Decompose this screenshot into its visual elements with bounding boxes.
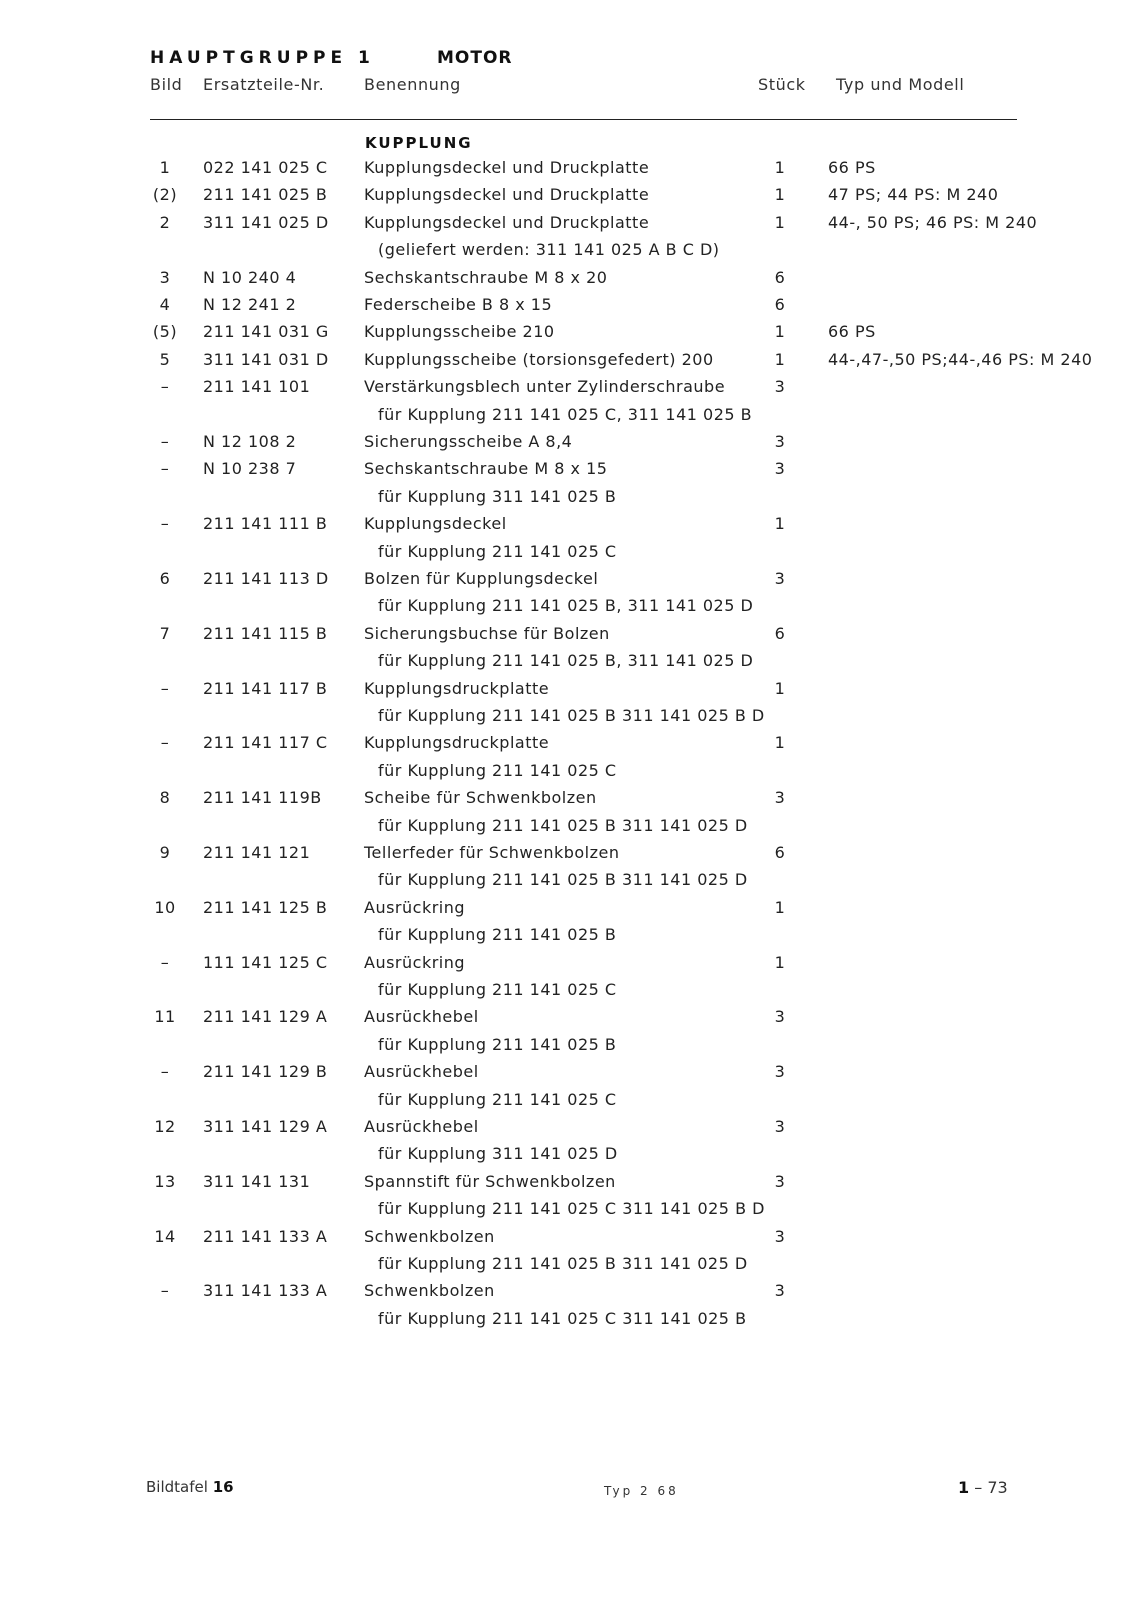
row-quantity: 1: [774, 158, 786, 177]
row-type-model: 44-,47-,50 PS;44-,46 PS: M 240: [828, 349, 1093, 369]
row-application-note: für Kupplung 211 141 025 C: [378, 1089, 617, 1109]
row-quantity: 3: [774, 377, 786, 397]
column-header-quantity: Stück: [758, 75, 806, 94]
page-group: 1: [958, 1478, 970, 1497]
row-quantity: 1: [774, 322, 786, 342]
table-row: [0, 843, 1137, 869]
row-figure-number: 8: [159, 788, 171, 808]
table-row: [0, 322, 1137, 348]
row-figure-number: –: [160, 952, 170, 972]
row-quantity: 3: [774, 1007, 786, 1027]
row-figure-number: –: [160, 377, 170, 397]
row-application-note: für Kupplung 211 141 025 B 311 141 025 B D: [378, 706, 765, 725]
row-part-number: N 12 108 2: [203, 432, 297, 451]
row-part-number: 211 141 129 B: [203, 1062, 328, 1082]
row-application-note: für Kupplung 211 141 025 C: [378, 980, 617, 999]
table-row: [0, 1281, 1137, 1307]
row-part-number: 211 141 031 G: [203, 322, 329, 342]
row-quantity: 3: [774, 1062, 786, 1082]
row-quantity: 3: [774, 1171, 786, 1191]
row-quantity: 3: [774, 1281, 786, 1301]
table-row: [0, 213, 1137, 239]
group-title: MOTOR: [437, 48, 513, 68]
table-row: [0, 158, 1137, 184]
table-row: [0, 1117, 1137, 1143]
row-application-note: für Kupplung 211 141 025 B 311 141 025 D: [378, 815, 748, 835]
table-row: [0, 1172, 1137, 1198]
row-quantity: 3: [774, 459, 786, 479]
row-description: Sechskantschraube M 8 x 20: [364, 267, 608, 287]
row-quantity: 1: [774, 733, 786, 753]
row-figure-number: –: [160, 678, 170, 698]
row-part-number: N 10 238 7: [203, 459, 297, 479]
section-heading: KUPPLUNG: [365, 134, 473, 152]
row-part-number: N 10 240 4: [203, 267, 297, 287]
row-figure-number: 10: [154, 897, 176, 917]
table-row: [0, 350, 1137, 376]
row-quantity: 6: [774, 267, 786, 287]
row-description: Scheibe für Schwenkbolzen: [364, 788, 597, 808]
row-figure-number: 1: [159, 158, 171, 177]
row-figure-number: 13: [154, 1171, 176, 1191]
row-application-note: für Kupplung 211 141 025 B, 311 141 025 D: [378, 596, 754, 616]
footer-type: Typ 2 68: [604, 1484, 679, 1498]
row-part-number: 211 141 121: [203, 843, 311, 862]
row-application-note: (geliefert werden: 311 141 025 A B C D): [378, 240, 720, 260]
row-description: Kupplungsdeckel: [364, 514, 507, 534]
row-part-number: 211 141 101: [203, 377, 311, 397]
row-application-note: für Kupplung 211 141 025 C 311 141 025 B: [378, 1308, 747, 1328]
row-quantity: 1: [774, 952, 786, 972]
row-part-number: 211 141 117 B: [203, 678, 328, 698]
column-header-description: Benennung: [364, 75, 461, 94]
row-part-number: 211 141 125 B: [203, 897, 328, 917]
row-description: Schwenkbolzen: [364, 1281, 495, 1301]
table-row: [0, 788, 1137, 814]
row-part-number: 311 141 129 A: [203, 1117, 328, 1136]
row-description: Ausrückring: [364, 897, 466, 917]
row-quantity: 3: [774, 788, 786, 808]
row-application-note: für Kupplung 211 141 025 C: [378, 541, 617, 561]
row-part-number: 211 141 111 B: [203, 514, 328, 534]
row-part-number: 211 141 129 A: [203, 1007, 328, 1027]
table-row: [0, 953, 1137, 979]
row-application-note: für Kupplung 211 141 025 B 311 141 025 D: [378, 1254, 748, 1273]
row-figure-number: –: [160, 459, 170, 479]
row-application-note: für Kupplung 311 141 025 B: [378, 486, 617, 506]
row-application-note: für Kupplung 211 141 025 C: [378, 760, 617, 780]
group-heading: [150, 48, 513, 68]
row-quantity: 6: [774, 295, 786, 314]
table-row: [0, 459, 1137, 485]
row-figure-number: –: [160, 514, 170, 534]
row-figure-number: –: [160, 432, 170, 451]
row-part-number: 022 141 025 C: [203, 158, 328, 177]
row-part-number: 211 141 025 B: [203, 185, 328, 205]
row-figure-number: –: [160, 1062, 170, 1082]
row-figure-number: 2: [159, 212, 171, 232]
row-description: Kupplungsdruckplatte: [364, 678, 550, 698]
row-application-note: für Kupplung 211 141 025 B: [378, 925, 617, 945]
table-row: [0, 569, 1137, 595]
table-row: [0, 514, 1137, 540]
group-number: HAUPTGRUPPE 1: [150, 48, 375, 68]
footer-page-number: [958, 1478, 1008, 1497]
footer-plate: [146, 1478, 234, 1496]
table-row: [0, 268, 1137, 294]
page-index: – 73: [969, 1478, 1008, 1497]
row-application-note: für Kupplung 211 141 025 B 311 141 025 D: [378, 870, 748, 890]
row-figure-number: 4: [159, 295, 171, 314]
row-quantity: 3: [774, 1226, 786, 1246]
row-description: Ausrückhebel: [364, 1007, 479, 1027]
row-quantity: 6: [774, 843, 786, 862]
row-part-number: 311 141 025 D: [203, 212, 329, 232]
table-row: [0, 1227, 1137, 1253]
row-quantity: 1: [774, 514, 786, 534]
row-figure-number: 9: [159, 843, 171, 862]
row-figure-number: 11: [154, 1007, 176, 1027]
row-type-model: 44-, 50 PS; 46 PS: M 240: [828, 212, 1038, 232]
table-row: [0, 185, 1137, 211]
table-row: [0, 295, 1137, 321]
plate-label: Bildtafel: [146, 1478, 208, 1496]
row-description: Sicherungsbuchse für Bolzen: [364, 623, 610, 643]
row-application-note: für Kupplung 311 141 025 D: [378, 1144, 618, 1164]
row-quantity: 3: [774, 432, 786, 451]
table-row: [0, 898, 1137, 924]
row-type-model: 66 PS: [828, 322, 876, 342]
row-application-note: für Kupplung 211 141 025 B, 311 141 025 D: [378, 651, 754, 671]
row-figure-number: –: [160, 1281, 170, 1301]
row-quantity: 3: [774, 569, 786, 588]
row-type-model: 47 PS; 44 PS: M 240: [828, 185, 999, 205]
row-description: Kupplungsscheibe (torsionsgefedert) 200: [364, 349, 714, 369]
plate-number: 16: [212, 1478, 234, 1496]
row-figure-number: 6: [159, 569, 171, 588]
table-row: [0, 1007, 1137, 1033]
row-application-note: für Kupplung 211 141 025 B: [378, 1034, 617, 1054]
row-quantity: 1: [774, 897, 786, 917]
table-row: [0, 733, 1137, 759]
table-row: [0, 432, 1137, 458]
row-application-note: für Kupplung 211 141 025 C 311 141 025 B D: [378, 1199, 765, 1219]
row-description: Sicherungsscheibe A 8,4: [364, 432, 573, 451]
row-description: Kupplungsdeckel und Druckplatte: [364, 212, 650, 232]
row-figure-number: 3: [159, 267, 171, 287]
row-part-number: 211 141 133 A: [203, 1226, 328, 1246]
row-description: Bolzen für Kupplungsdeckel: [364, 569, 599, 588]
row-description: Federscheibe B 8 x 15: [364, 295, 553, 314]
column-header-bild: Bild: [150, 75, 183, 94]
row-application-note: für Kupplung 211 141 025 C, 311 141 025 B: [378, 404, 753, 424]
row-figure-number: 7: [159, 623, 171, 643]
table-row: [0, 679, 1137, 705]
row-type-model: 66 PS: [828, 158, 876, 177]
row-description: Kupplungsdeckel und Druckplatte: [364, 158, 650, 177]
row-figure-number: 14: [154, 1226, 176, 1246]
row-quantity: 3: [774, 1117, 786, 1136]
row-quantity: 1: [774, 212, 786, 232]
column-header-type-model: Typ und Modell: [836, 75, 965, 94]
row-figure-number: 5: [159, 349, 171, 369]
row-description: Ausrückring: [364, 952, 466, 972]
row-part-number: 111 141 125 C: [203, 952, 328, 972]
row-quantity: 1: [774, 185, 786, 205]
header-divider: [150, 119, 1017, 120]
row-description: Kupplungsscheibe 210: [364, 322, 555, 342]
row-quantity: 1: [774, 678, 786, 698]
row-part-number: 211 141 115 B: [203, 623, 328, 643]
row-quantity: 6: [774, 623, 786, 643]
row-description: Kupplungsdruckplatte: [364, 733, 550, 753]
row-figure-number: (5): [152, 322, 178, 342]
row-description: Kupplungsdeckel und Druckplatte: [364, 185, 650, 205]
row-description: Ausrückhebel: [364, 1117, 479, 1136]
table-row: [0, 624, 1137, 650]
row-part-number: 311 141 031 D: [203, 349, 329, 369]
row-description: Ausrückhebel: [364, 1062, 479, 1082]
table-row: [0, 1062, 1137, 1088]
table-row: [0, 377, 1137, 403]
row-description: Verstärkungsblech unter Zylinderschraube: [364, 377, 726, 397]
row-part-number: 211 141 113 D: [203, 569, 329, 588]
row-description: Schwenkbolzen: [364, 1226, 495, 1246]
row-figure-number: –: [160, 733, 170, 753]
row-part-number: 211 141 119B: [203, 788, 322, 808]
row-figure-number: 12: [154, 1117, 176, 1136]
row-part-number: 311 141 133 A: [203, 1281, 328, 1301]
row-part-number: N 12 241 2: [203, 295, 297, 314]
row-quantity: 1: [774, 349, 786, 369]
row-description: Spannstift für Schwenkbolzen: [364, 1171, 616, 1191]
column-header-part-number: Ersatzteile-Nr.: [203, 75, 325, 94]
row-description: Sechskantschraube M 8 x 15: [364, 459, 608, 479]
row-figure-number: (2): [152, 185, 178, 205]
row-part-number: 211 141 117 C: [203, 733, 328, 753]
row-part-number: 311 141 131: [203, 1171, 311, 1191]
row-description: Tellerfeder für Schwenkbolzen: [364, 843, 620, 862]
